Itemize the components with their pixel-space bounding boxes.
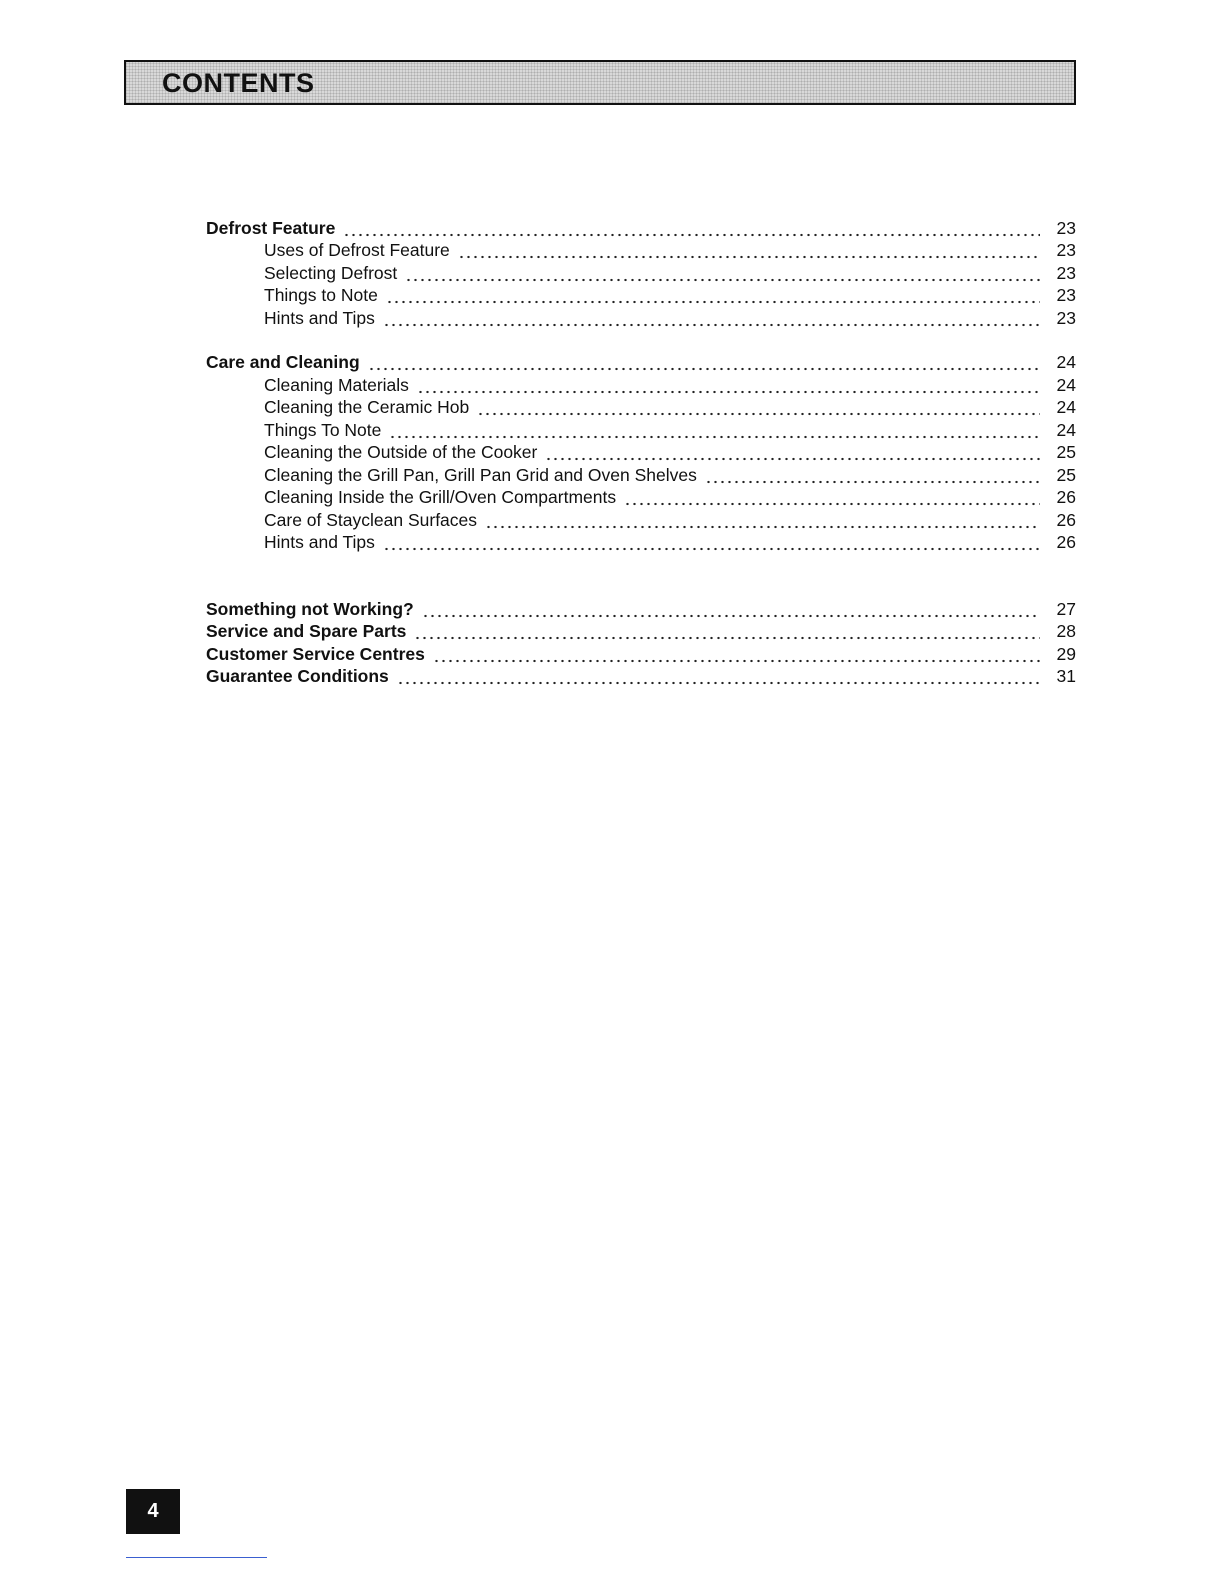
toc-page-number: 28 (1056, 621, 1076, 641)
section-spacer (206, 553, 1076, 597)
toc-page-number: 24 (1056, 419, 1076, 440)
toc-item-uses-of-defrost-feature[interactable] (206, 239, 1076, 262)
dot-leader (389, 421, 1040, 439)
dot-leader (417, 376, 1040, 394)
toc-item-cleaning-outside-cooker[interactable] (206, 441, 1076, 464)
toc-section-defrost-feature[interactable] (206, 216, 1076, 239)
toc-item-cleaning-materials[interactable] (206, 373, 1076, 396)
toc-item-things-to-note-care[interactable] (206, 418, 1076, 441)
dot-leader (458, 242, 1040, 260)
dot-leader (624, 489, 1040, 507)
toc-item-label: Cleaning the Outside of the Cooker (264, 442, 538, 462)
dot-leader (414, 623, 1040, 641)
toc-section-title: Care and Cleaning (206, 352, 360, 372)
toc-item-label: Things to Note (264, 285, 378, 305)
toc-section-title: Something not Working? (206, 598, 414, 619)
toc-item-label: Cleaning the Grill Pan, Grill Pan Grid and Oven Shelves (264, 464, 697, 485)
toc-page-number: 23 (1056, 240, 1076, 260)
contents-header-bar (124, 60, 1076, 105)
toc-page-number: 29 (1056, 643, 1076, 664)
dot-leader (422, 600, 1040, 618)
toc-page-number: 24 (1056, 397, 1076, 417)
toc-item-label: Things To Note (264, 419, 382, 440)
page-title: CONTENTS (162, 68, 315, 98)
toc-section-title: Defrost Feature (206, 217, 336, 238)
toc-item-label: Cleaning Materials (264, 374, 409, 395)
toc-item-cleaning-inside-compartments[interactable] (206, 486, 1076, 509)
table-of-contents (206, 216, 1076, 687)
toc-section-care-and-cleaning[interactable] (206, 351, 1076, 374)
dot-leader (368, 354, 1040, 372)
dot-leader (383, 309, 1040, 327)
toc-item-label: Uses of Defrost Feature (264, 240, 450, 260)
toc-item-label: Cleaning Inside the Grill/Oven Compartments (264, 487, 617, 507)
dot-leader (705, 466, 1040, 484)
toc-page-number: 26 (1056, 532, 1076, 552)
dot-leader (397, 668, 1040, 686)
dot-leader (383, 534, 1040, 552)
toc-section-customer-service-centres[interactable] (206, 642, 1076, 665)
toc-page-number: 23 (1056, 262, 1076, 283)
page-number: 4 (147, 1500, 159, 1522)
toc-page-number: 26 (1056, 509, 1076, 530)
page-number-badge (126, 1489, 180, 1534)
toc-item-label: Hints and Tips (264, 307, 375, 328)
toc-page-number: 25 (1056, 442, 1076, 462)
toc-page-number: 24 (1056, 374, 1076, 395)
toc-section-title: Guarantee Conditions (206, 666, 389, 686)
section-spacer (206, 329, 1076, 351)
toc-item-label: Care of Stayclean Surfaces (264, 509, 478, 530)
toc-page-number: 25 (1056, 464, 1076, 485)
toc-item-label: Cleaning the Ceramic Hob (264, 397, 470, 417)
toc-section-guarantee-conditions[interactable] (206, 665, 1076, 688)
toc-page-number: 27 (1056, 598, 1076, 619)
toc-page-number: 24 (1056, 352, 1076, 372)
footer-divider (126, 1557, 267, 1558)
dot-leader (477, 399, 1040, 417)
toc-item-hints-and-tips-care[interactable] (206, 531, 1076, 554)
toc-page-number: 23 (1056, 285, 1076, 305)
dot-leader (405, 264, 1040, 282)
toc-item-things-to-note[interactable] (206, 284, 1076, 307)
toc-item-care-stayclean-surfaces[interactable] (206, 508, 1076, 531)
toc-section-title: Customer Service Centres (206, 643, 425, 664)
toc-page-number: 23 (1056, 307, 1076, 328)
toc-page-number: 26 (1056, 487, 1076, 507)
toc-page-number: 31 (1056, 666, 1076, 686)
toc-item-cleaning-ceramic-hob[interactable] (206, 396, 1076, 419)
toc-section-service-and-spare-parts[interactable] (206, 620, 1076, 643)
dot-leader (433, 645, 1040, 663)
toc-item-selecting-defrost[interactable] (206, 261, 1076, 284)
dot-leader (343, 219, 1040, 237)
dot-leader (485, 511, 1040, 529)
toc-section-something-not-working[interactable] (206, 597, 1076, 620)
toc-item-label: Hints and Tips (264, 532, 375, 552)
toc-item-label: Selecting Defrost (264, 262, 398, 283)
toc-page-number: 23 (1056, 217, 1076, 238)
dot-leader (386, 287, 1040, 305)
toc-section-title: Service and Spare Parts (206, 621, 407, 641)
dot-leader (545, 444, 1040, 462)
toc-item-cleaning-grill-pan[interactable] (206, 463, 1076, 486)
toc-item-hints-and-tips[interactable] (206, 306, 1076, 329)
